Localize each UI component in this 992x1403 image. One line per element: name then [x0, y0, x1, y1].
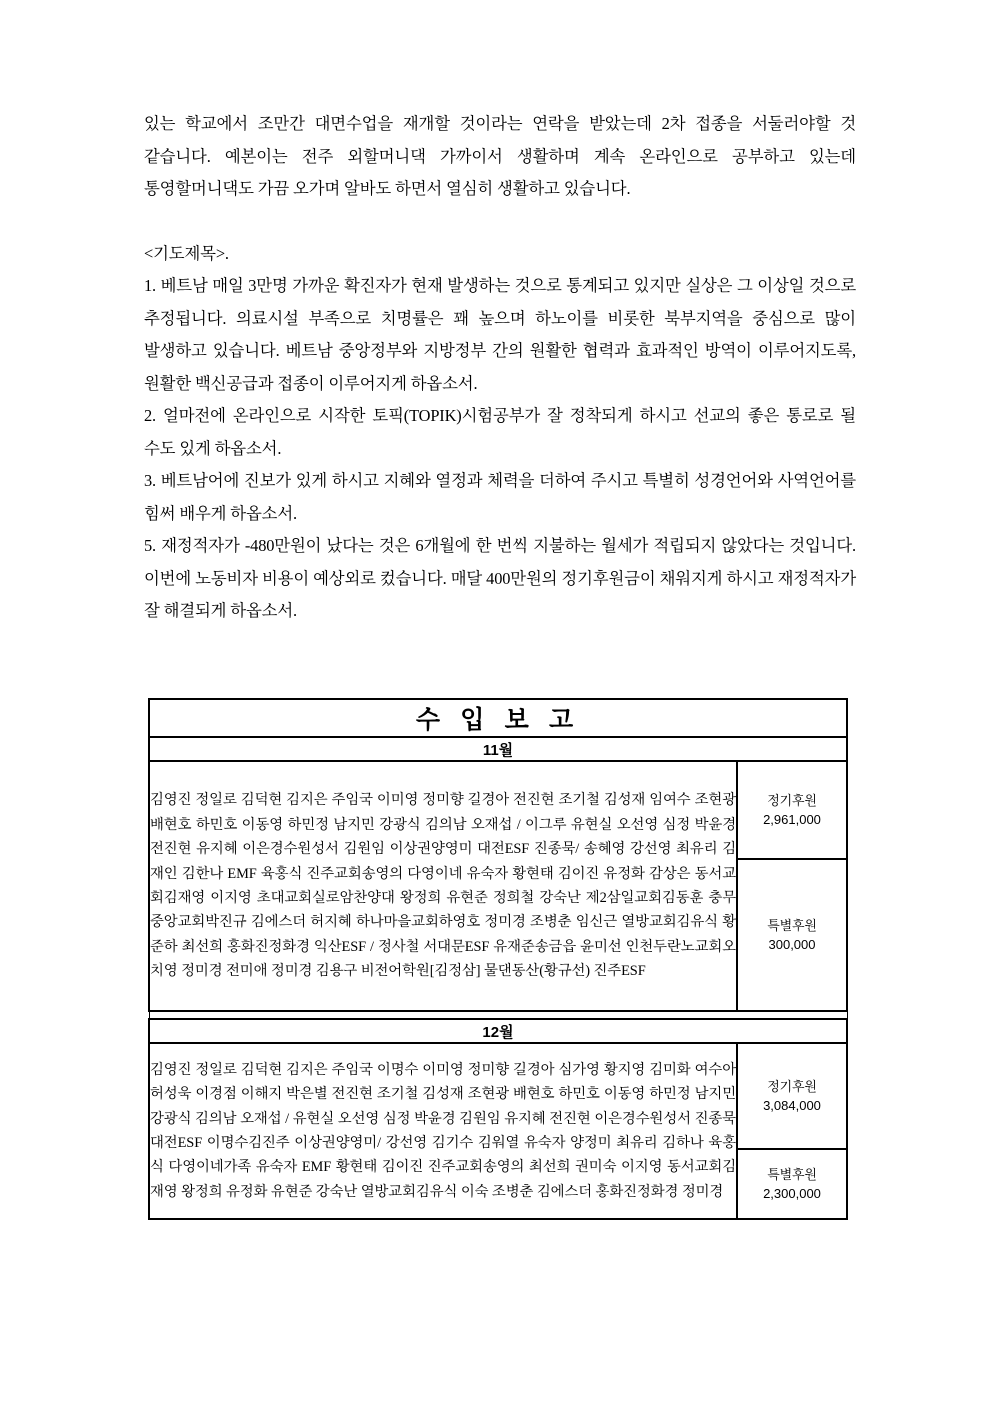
donor-names-november: 김영진 정일로 김덕현 김지은 주임국 이미영 정미향 길경아 전진현 조기철 김성재 임여수 조현광 배현호 하민호 이동영 하민정 남지민 강광식 김의남 오재섭 / 이그루 유현실 오선영 심정 박윤경 전진현 유지혜 이은경수원성서 김원임 이상권양영미 대전ESF 진종묵/ 송혜영 강선영 최유리 김재인 김한나 EMF 육홍식 진주교회송영의 다영이네 유숙자 황현태 김이진 유정화 감상은 동서교회김재영 이지영 초대교회실로암찬양대 왕정희 유현준 정희철 강숙난 제2삼일교회김동훈 충무중앙교회박진규 김에스더 허지혜 하나마을교회하영호 정미경 조병춘 임신근 열방교회김유식 황준하 최선희 홍화진정화경 익산ESF / 정사철 서대문ESF 유재준송금읍 윤미선 인천두란노교회오치영 정미경 전미애 정미경 김용구 비전어학원[김정삼] 물댄동산(황규선) 진주ESF: [149, 761, 737, 1011]
regular-donation-label: 정기후원: [767, 793, 817, 808]
letter-body: [144, 108, 856, 628]
regular-donation-amount: 3,084,000: [763, 1098, 821, 1113]
special-donation-label: 특별후원: [767, 1167, 817, 1182]
income-report-table: [148, 698, 848, 1220]
prayer-heading: <기도제목>.: [144, 243, 229, 263]
table-row: [149, 1043, 847, 1149]
section-gap-cell: [149, 1011, 847, 1019]
special-donation-label: 특별후원: [767, 918, 817, 933]
report-title: 수 입 보 고: [149, 699, 847, 737]
special-donation-amount: 2,300,000: [763, 1186, 821, 1201]
month-row-december: [149, 1019, 847, 1043]
donor-names-december: 김영진 정일로 김덕현 김지은 주임국 이명수 이미영 정미향 길경아 심가영 황지영 김미화 여수아 허성욱 이경점 이해지 박은별 전진현 조기철 김성재 조현광 배현호 하민호 이동영 하민정 남지민 강광식 김의남 오재섭 / 유현실 오선영 심정 박윤경 김원임 유지혜 전진현 이은경수원성서 진종묵 대전ESF 이명수김진주 이상권양영미/ 강선영 김기수 김워열 유숙자 양정미 최유리 김하나 육홍식 다영이네가족 유숙자 EMF 황현태 김이진 진주교회송영의 최선희 권미숙 이지영 동서교회김재영 왕정희 유정화 유현준 강숙난 열방교회김유식 이숙 조병춘 김에스더 홍화진정화경 정미경: [149, 1043, 737, 1219]
income-report-table-wrapper: [148, 698, 846, 1220]
prayer-item-3: 3. 베트남어에 진보가 있게 하시고 지혜와 열정과 체력을 더하여 주시고 특별히 성경언어와 사역언어를 힘써 배우게 하옵소서.: [144, 471, 856, 523]
regular-donation-amount: 2,961,000: [763, 812, 821, 827]
prayer-item-2: 2. 얼마전에 온라인으로 시작한 토픽(TOPIK)시험공부가 잘 정착되게 하시고 선교의 좋은 통로로 될 수도 있게 하옵소서.: [144, 406, 856, 458]
paragraph-spacer: [144, 206, 856, 238]
special-donation-december: [737, 1149, 847, 1219]
month-label-december: 12월: [149, 1019, 847, 1043]
report-title-row: [149, 699, 847, 737]
regular-donation-november: [737, 761, 847, 859]
special-donation-november: [737, 859, 847, 1011]
special-donation-amount: 300,000: [768, 937, 816, 952]
table-row: [149, 761, 847, 859]
month-label-november: 11월: [149, 737, 847, 761]
regular-donation-label: 정기후원: [767, 1079, 817, 1094]
letter-paragraph: 있는 학교에서 조만간 대면수업을 재개할 것이라는 연락을 받았는데 2차 접종을 서둘러야할 것 같습니다. 예본이는 전주 외할머니댁 가까이서 생활하며 계속 온라인으로 공부하고 있는데 통영할머니댁도 가끔 오가며 알바도 하면서 열심히 생활하고 있습니다.: [144, 114, 856, 198]
prayer-item-1: 1. 베트남 매일 3만명 가까운 확진자가 현재 발생하는 것으로 통계되고 있지만 실상은 그 이상일 것으로 추정됩니다. 의료시설 부족으로 치명률은 꽤 높으며 하노이를 비롯한 북부지역을 중심으로 많이 발생하고 있습니다. 베트남 중앙정부와 지방정부 간의 원활한 협력과 효과적인 방역이 이루어지도록, 원활한 백신공급과 접종이 이루어지게 하옵소서.: [144, 276, 856, 393]
section-gap: [149, 1011, 847, 1019]
regular-donation-december: [737, 1043, 847, 1149]
month-row-november: [149, 737, 847, 761]
prayer-item-5: 5. 재정적자가 -480만원이 났다는 것은 6개월에 한 번씩 지불하는 월세가 적립되지 않았다는 것입니다. 이번에 노동비자 비용이 예상외로 컸습니다. 매달 400만원의 정기후원금이 채워지게 하시고 재정적자가 잘 해결되게 하옵소서.: [144, 536, 856, 620]
